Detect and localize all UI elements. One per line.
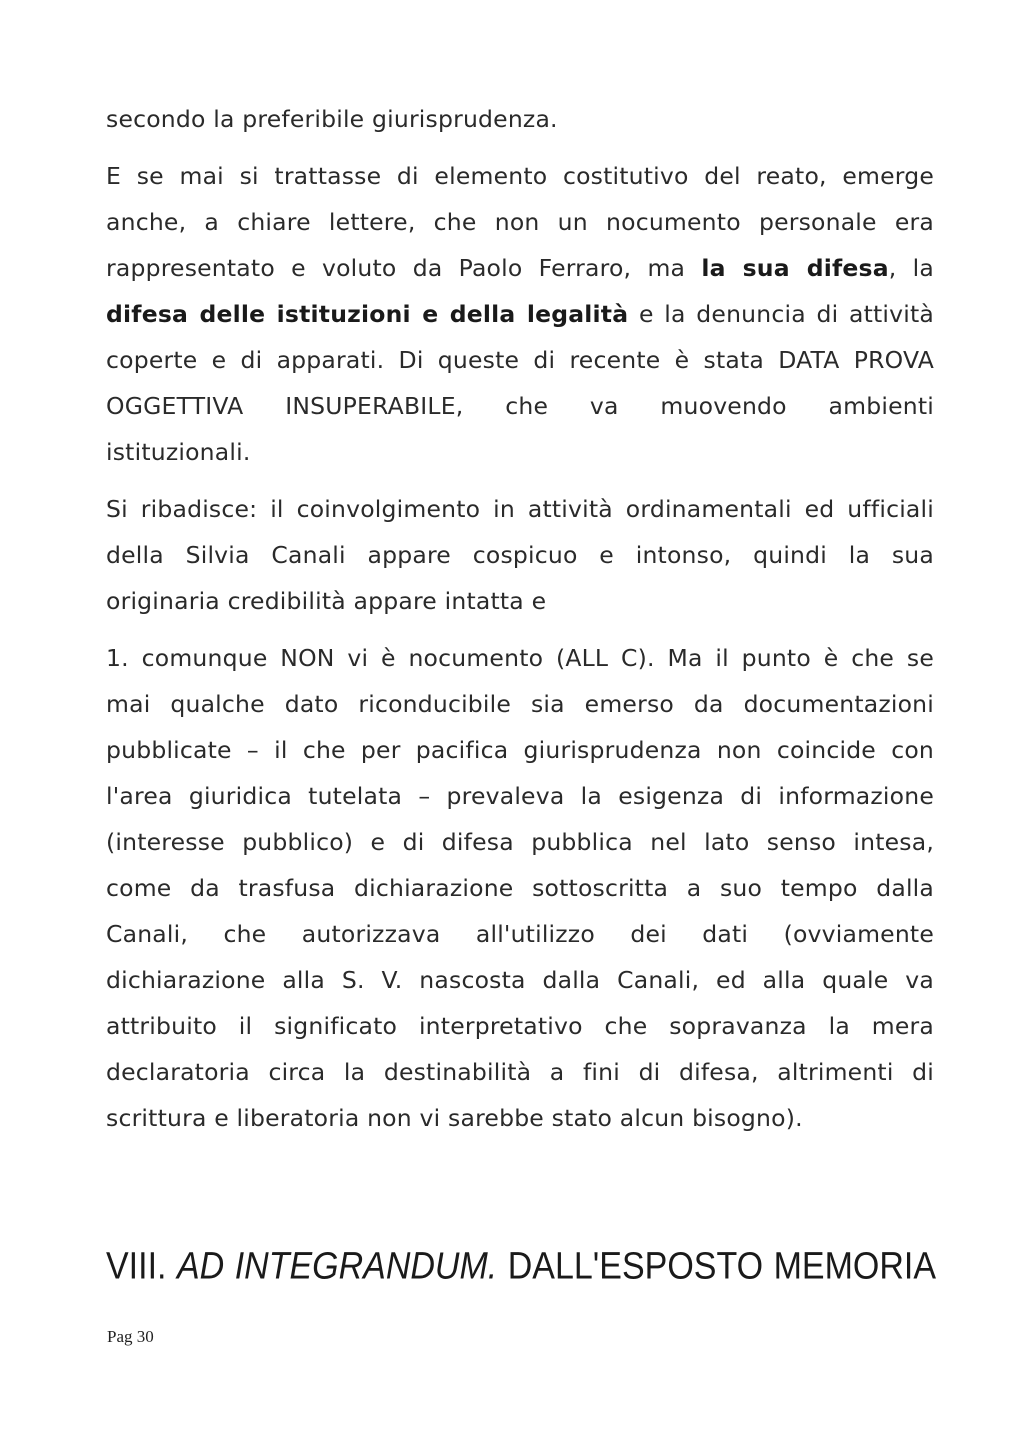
heading-number: VIII. xyxy=(106,1244,167,1288)
paragraph-line: Si ribadisce: il coinvolgimento in attività ordinamentali ed ufficiali xyxy=(106,495,934,523)
paragraph-line: 1. comunque NON vi è nocumento (ALL C). Ma il punto è che se xyxy=(106,644,934,672)
text-run: rappresentato e voluto da Paolo Ferraro, ma xyxy=(106,254,686,282)
paragraph-line-mixed xyxy=(106,291,934,337)
bold-text-run: la sua difesa xyxy=(701,254,889,282)
heading-text-last: MEMORIA xyxy=(773,1244,937,1288)
paragraph-line: dichiarazione alla S. V. nascosta dalla Canali, ed alla quale va xyxy=(106,966,934,994)
paragraph-line: E se mai si trattasse di elemento costitutivo del reato, emerge xyxy=(106,162,934,190)
paragraph-line: scrittura e liberatoria non vi sarebbe stato alcun bisogno). xyxy=(106,1104,803,1132)
paragraph-line: mai qualche dato riconducibile sia emerso da documentazioni xyxy=(106,690,934,718)
heading-text: DALL'ESPOSTO xyxy=(507,1244,764,1288)
paragraph-line: Canali, che autorizzava all'utilizzo dei dati (ovviamente xyxy=(106,920,934,948)
paragraph-line-mixed xyxy=(106,245,934,291)
paragraph-line: istituzionali. xyxy=(106,438,251,466)
paragraph-line: OGGETTIVA INSUPERABILE, che va muovendo ambienti xyxy=(106,392,934,420)
paragraph-reato xyxy=(106,153,934,475)
heading-italic: AD INTEGRANDUM. xyxy=(176,1244,498,1288)
paragraph-line: secondo la preferibile giurisprudenza. xyxy=(106,105,558,133)
bold-text-run: difesa delle istituzioni e della legalità xyxy=(106,300,629,328)
paragraph-line: come da trasfusa dichiarazione sottoscritta a suo tempo dalla xyxy=(106,874,934,902)
paragraph-line: (interesse pubblico) e di difesa pubblica nel lato senso intesa, xyxy=(106,828,934,856)
paragraph-line: l'area giuridica tutelata – prevaleva la esigenza di informazione xyxy=(106,782,934,810)
paragraph-nocumento xyxy=(106,635,934,1141)
paragraph-line: pubblicate – il che per pacifica giurisprudenza non coincide con xyxy=(106,736,934,764)
text-run: e la denuncia di attività xyxy=(628,300,934,328)
paragraph-line: declaratoria circa la destinabilità a fini di difesa, altrimenti di xyxy=(106,1058,934,1086)
paragraph-line: coperte e di apparati. Di queste di recente è stata DATA PROVA xyxy=(106,346,934,374)
page-number: Pag 30 xyxy=(107,1327,154,1346)
paragraph-line: attribuito il significato interpretativo che sopravanza la mera xyxy=(106,1012,934,1040)
paragraph-line: originaria credibilità appare intatta e xyxy=(106,587,547,615)
text-run: , la xyxy=(888,254,934,282)
section-heading xyxy=(106,1237,936,1295)
paragraph-ribadisce xyxy=(106,486,934,624)
intro-paragraph xyxy=(106,96,934,142)
paragraph-line: della Silvia Canali appare cospicuo e intonso, quindi la sua xyxy=(106,541,934,569)
paragraph-line: anche, a chiare lettere, che non un nocumento personale era xyxy=(106,208,934,236)
